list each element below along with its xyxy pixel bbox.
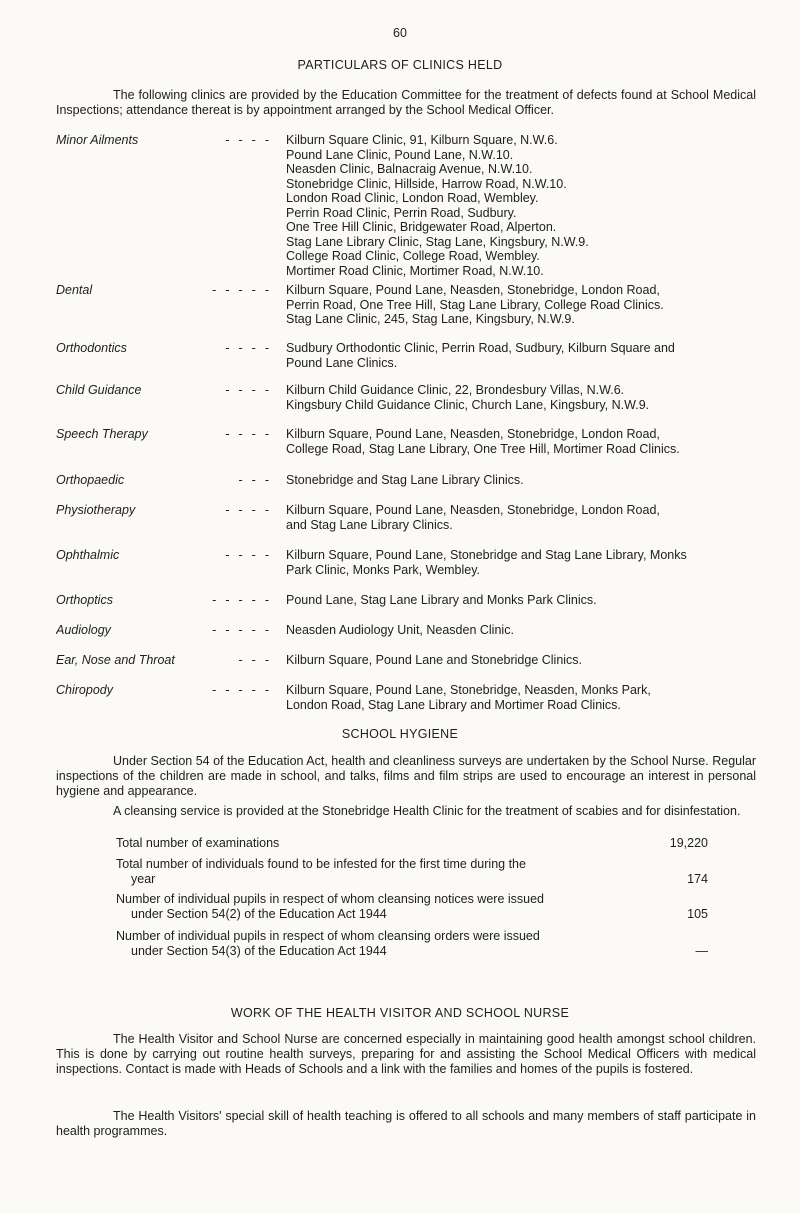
clinic-type-label: Dental	[56, 283, 93, 297]
clinic-type-label: Ophthalmic	[56, 548, 120, 562]
clinic-locations	[286, 283, 756, 327]
statistic-description: Number of individual pupils in respect of whom cleansing notices were issued	[116, 892, 544, 906]
clinic-location-line: Stag Lane Library Clinic, Stag Lane, Kingsbury, N.W.9.	[286, 234, 589, 249]
statistic-row	[116, 857, 756, 886]
clinic-location-line: College Road Clinic, College Road, Wembley.	[286, 249, 540, 263]
clinic-type-label: Minor Ailments	[56, 133, 139, 147]
leader-dashes: -----	[212, 623, 278, 637]
clinic-location-line: Pound Lane, Stag Lane Library and Monks Park Clinics.	[286, 593, 597, 607]
leader-dashes: ----	[225, 133, 278, 147]
clinic-locations	[286, 683, 756, 712]
leader-dashes: ----	[225, 503, 278, 517]
leader-dashes: ----	[225, 548, 278, 562]
clinic-location-line: Kingsbury Child Guidance Clinic, Church Lane, Kingsbury, N.W.9.	[286, 397, 650, 412]
clinic-location-line: Stonebridge Clinic, Hillside, Harrow Road, N.W.10.	[286, 176, 567, 191]
hygiene-heading: SCHOOL HYGIENE	[341, 727, 459, 741]
clinic-locations	[286, 383, 756, 412]
clinic-location-line: Pound Lane Clinic, Pound Lane, N.W.10.	[286, 147, 514, 162]
statistic-value: 105	[687, 906, 708, 921]
clinic-type-label: Physiotherapy	[56, 503, 136, 517]
statistic-value: —	[695, 943, 708, 958]
statistic-description-continued: year	[131, 871, 156, 886]
leader-dashes: ---	[238, 653, 278, 667]
leader-dashes: -----	[212, 593, 278, 607]
leader-dashes: ---	[238, 473, 278, 487]
clinic-location-line: Kilburn Square, Pound Lane, Stonebridge, Neasden, Monks Park,	[286, 683, 651, 697]
statistic-description: Total number of examinations	[116, 836, 280, 850]
clinic-location-line: Neasden Clinic, Balnacraig Avenue, N.W.10.	[286, 162, 533, 176]
clinic-type-label: Ear, Nose and Throat	[56, 653, 175, 667]
clinic-type-label: Orthodontics	[56, 341, 127, 355]
clinic-type-label: Orthopaedic	[56, 473, 125, 487]
clinic-type-label: Speech Therapy	[56, 427, 148, 441]
leader-dashes: ----	[225, 427, 278, 441]
statistic-description-continued: under Section 54(3) of the Education Act 1944	[131, 943, 387, 958]
clinic-type-label: Orthoptics	[56, 593, 113, 607]
statistic-description-continued: under Section 54(2) of the Education Act 1944	[131, 906, 387, 921]
clinic-locations	[286, 548, 756, 577]
clinic-locations	[286, 503, 756, 532]
health-visitor-paragraph-1: The Health Visitor and School Nurse are concerned especially in maintaining good health amongst school children. This is done by carrying out routine health surveys, preparing for and assisting the School Medical Officers with medical inspections. Contact is made with Heads of Schools and a link with the families and homes of the pupils is fostered.	[56, 1032, 756, 1076]
statistic-row	[116, 836, 756, 851]
clinic-type-label: Audiology	[56, 623, 111, 637]
hygiene-paragraph-2: A cleansing service is provided at the Stonebridge Health Clinic for the treatment of scabies and for disinfestation.	[113, 804, 741, 818]
hygiene-paragraph-1: Under Section 54 of the Education Act, health and cleanliness surveys are undertaken by the School Nurse. Regular inspections of the children are made in school, and talks, films and film strips are used to encourage an interest in personal hygiene and appearance.	[56, 754, 756, 798]
clinic-location-line: Park Clinic, Monks Park, Wembley.	[286, 562, 481, 577]
leader-dashes: ----	[225, 383, 278, 397]
statistic-description: Total number of individuals found to be infested for the first time during the	[116, 857, 526, 871]
clinic-locations	[286, 427, 756, 456]
clinic-location-line: Kilburn Square, Pound Lane and Stonebridge Clinics.	[286, 653, 583, 667]
clinics-intro: The following clinics are provided by the Education Committee for the treatment of defects found at School Medical Inspections; attendance thereat is by appointment arranged by the School Medical Officer.	[56, 88, 756, 117]
clinic-location-line: London Road Clinic, London Road, Wembley.	[286, 191, 539, 205]
clinic-location-line: Pound Lane Clinics.	[286, 355, 398, 370]
clinic-location-line: Kilburn Child Guidance Clinic, 22, Brondesbury Villas, N.W.6.	[286, 383, 625, 397]
health-visitor-heading: WORK OF THE HEALTH VISITOR AND SCHOOL NURSE	[230, 1006, 570, 1020]
clinic-location-line: and Stag Lane Library Clinics.	[286, 517, 453, 532]
clinic-location-line: Perrin Road Clinic, Perrin Road, Sudbury.	[286, 205, 517, 220]
clinic-locations	[286, 133, 756, 278]
clinic-location-line: Perrin Road, One Tree Hill, Stag Lane Library, College Road Clinics.	[286, 297, 664, 312]
clinic-type-label: Chiropody	[56, 683, 113, 697]
clinic-location-line: London Road, Stag Lane Library and Mortimer Road Clinics.	[286, 697, 621, 712]
clinic-location-line: Kilburn Square, Pound Lane, Neasden, Stonebridge, London Road,	[286, 503, 660, 517]
clinic-type-label: Child Guidance	[56, 383, 142, 397]
clinic-location-line: Kilburn Square, Pound Lane, Neasden, Stonebridge, London Road,	[286, 427, 660, 441]
clinic-location-line: Kilburn Square, Pound Lane, Neasden, Stonebridge, London Road,	[286, 283, 660, 297]
clinic-location-line: Sudbury Orthodontic Clinic, Perrin Road, Sudbury, Kilburn Square and	[286, 341, 675, 355]
clinic-location-line: College Road, Stag Lane Library, One Tree Hill, Mortimer Road Clinics.	[286, 441, 680, 456]
clinic-location-line: Kilburn Square, Pound Lane, Stonebridge and Stag Lane Library, Monks	[286, 548, 687, 562]
clinic-location-line: Mortimer Road Clinic, Mortimer Road, N.W.10.	[286, 263, 544, 278]
clinic-locations	[286, 341, 756, 370]
clinic-location-line: Stonebridge and Stag Lane Library Clinics.	[286, 473, 524, 487]
leader-dashes: -----	[212, 283, 278, 297]
clinic-location-line: Neasden Audiology Unit, Neasden Clinic.	[286, 623, 514, 637]
clinic-locations	[286, 473, 756, 488]
statistic-value: 174	[687, 871, 708, 886]
statistic-row	[116, 892, 756, 921]
clinic-locations	[286, 593, 756, 608]
page-number: 60	[393, 26, 407, 40]
statistic-row	[116, 929, 756, 958]
statistic-description: Number of individual pupils in respect of whom cleansing orders were issued	[116, 929, 540, 943]
clinic-location-line: One Tree Hill Clinic, Bridgewater Road, Alperton.	[286, 220, 557, 234]
clinic-locations	[286, 623, 756, 638]
health-visitor-paragraph-2: The Health Visitors' special skill of health teaching is offered to all schools and many members of staff participate in health programmes.	[56, 1109, 756, 1138]
leader-dashes: ----	[225, 341, 278, 355]
clinic-locations	[286, 653, 756, 668]
leader-dashes: -----	[212, 683, 278, 697]
clinics-heading: PARTICULARS OF CLINICS HELD	[297, 58, 503, 72]
clinic-location-line: Kilburn Square Clinic, 91, Kilburn Square, N.W.6.	[286, 133, 558, 147]
clinic-location-line: Stag Lane Clinic, 245, Stag Lane, Kingsbury, N.W.9.	[286, 312, 575, 326]
statistic-value: 19,220	[669, 836, 708, 850]
